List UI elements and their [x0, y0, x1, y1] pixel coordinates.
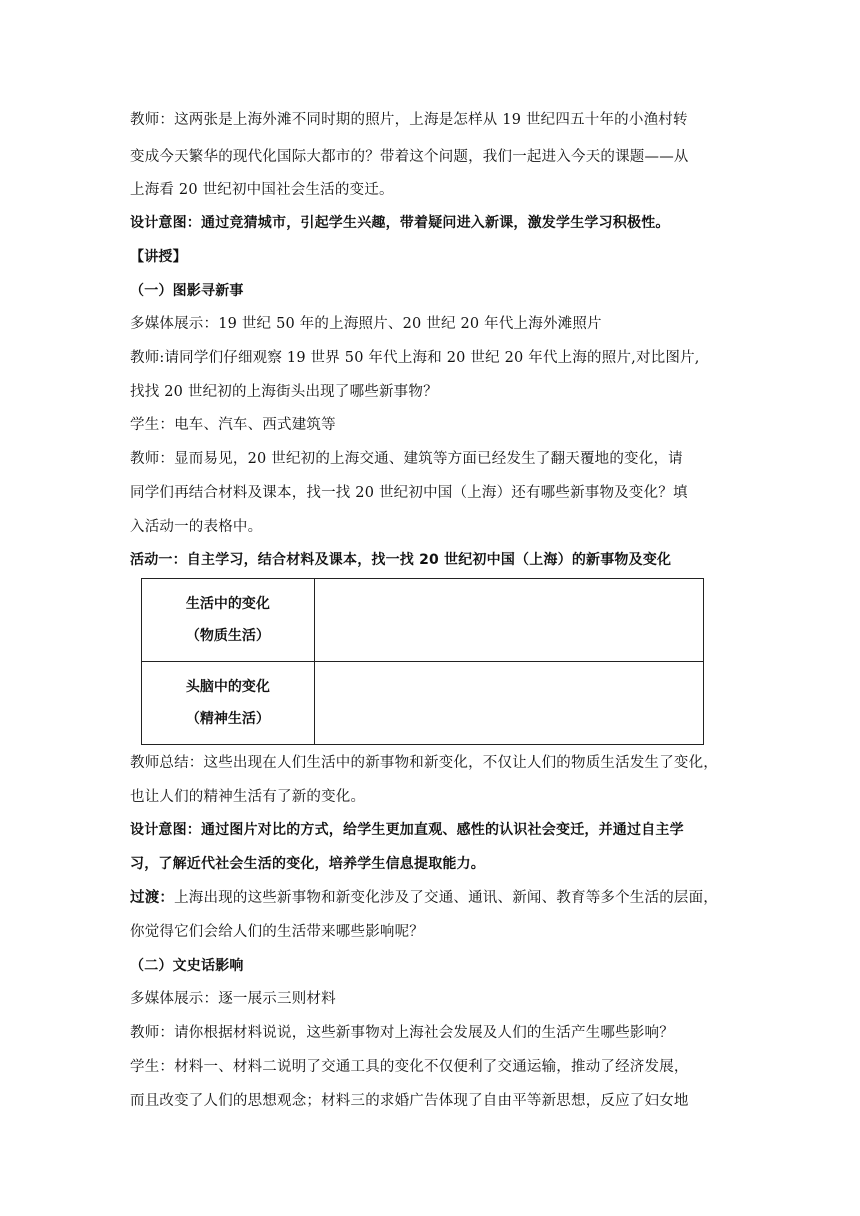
row-subtitle: （物质生活）	[185, 628, 270, 644]
table-row	[142, 579, 704, 662]
row-title: 头脑中的变化	[185, 679, 270, 695]
teacher-summary-line-2: 也让人们的精神生活有了新的变化。	[130, 789, 366, 805]
student-answer-2-line-1: 学生：材料一、材料二说明了交通工具的变化不仅便利了交通运输，推动了经济发展，	[130, 1059, 689, 1075]
teacher-question-line-1: 教师:请同学们仔细观察 19 世界 50 年代上海和 20 世纪 20 年代上海的照片,对比图片,	[130, 350, 700, 366]
table-row	[142, 662, 704, 745]
student-answer-2-line-2: 而且改变了人们的思想观念；材料三的求婚广告体现了自由平等新思想，反应了妇女地	[130, 1093, 689, 1109]
teacher-summary-line-1: 教师总结：这些出现在人们生活中的新事物和新变化，不仅让人们的物质生活发生了变化，	[130, 755, 718, 771]
teacher-intro-line-1: 教师：这两张是上海外滩不同时期的照片，上海是怎样从 19 世纪四五十年的小渔村转	[130, 112, 688, 128]
transition-text: 上海出现的这些新事物和新变化涉及了交通、通讯、新闻、教育等多个生活的层面，	[174, 890, 719, 906]
teacher-prompt-line-1: 教师：显而易见，20 世纪初的上海交通、建筑等方面已经发生了翻天覆地的变化，请	[130, 451, 683, 467]
student-answer-1: 学生：电车、汽车、西式建筑等	[130, 417, 336, 433]
media-display-1: 多媒体展示：19 世纪 50 年的上海照片、20 世纪 20 年代上海外滩照片	[130, 316, 602, 332]
row-title: 生活中的变化	[185, 596, 270, 612]
design-intent-1: 设计意图：通过竞猜城市，引起学生兴趣，带着疑问进入新课，激发学生学习积极性。	[130, 215, 670, 231]
section-1-heading: （一）图影寻新事	[130, 283, 244, 299]
answer-cell-spiritual[interactable]	[314, 662, 703, 745]
teacher-question-2: 教师：请你根据材料说说，这些新事物对上海社会发展及人们的生活产生哪些影响？	[130, 1025, 674, 1041]
teacher-intro-line-3: 上海看 20 世纪初中国社会生活的变迁。	[130, 182, 394, 198]
row-header-material	[142, 579, 315, 662]
activity-table	[141, 578, 704, 745]
design-intent-2-line-1: 设计意图：通过图片对比的方式，给学生更加直观、感性的认识社会变迁，并通过自主学	[130, 822, 684, 838]
row-subtitle: （精神生活）	[185, 711, 270, 727]
transition-line-2: 你觉得它们会给人们的生活带来哪些影响呢？	[130, 924, 424, 940]
section-2-heading: （二）文史话影响	[130, 958, 244, 974]
teacher-prompt-line-3: 入活动一的表格中。	[130, 519, 263, 535]
activity-1-heading: 活动一：自主学习，结合材料及课本，找一找 20 世纪初中国（上海）的新事物及变化	[130, 552, 672, 568]
answer-cell-material[interactable]	[314, 579, 703, 662]
row-header-spiritual	[142, 662, 315, 745]
transition-line-1	[130, 888, 718, 908]
transition-label: 过渡：	[130, 890, 175, 906]
design-intent-2-line-2: 习，了解近代社会生活的变化，培养学生信息提取能力。	[130, 856, 485, 872]
media-display-2: 多媒体展示：逐一展示三则材料	[130, 991, 336, 1007]
teacher-question-line-2: 找找 20 世纪初的上海街头出现了哪些新事物？	[130, 384, 438, 400]
teacher-prompt-line-2: 同学们再结合材料及课本，找一找 20 世纪初中国（上海）还有哪些新事物及变化？填	[130, 485, 688, 501]
section-lecture-heading: 【讲授】	[130, 249, 187, 265]
teacher-intro-line-2: 变成今天繁华的现代化国际大都市的？带着这个问题，我们一起进入今天的课题——从	[130, 149, 689, 165]
